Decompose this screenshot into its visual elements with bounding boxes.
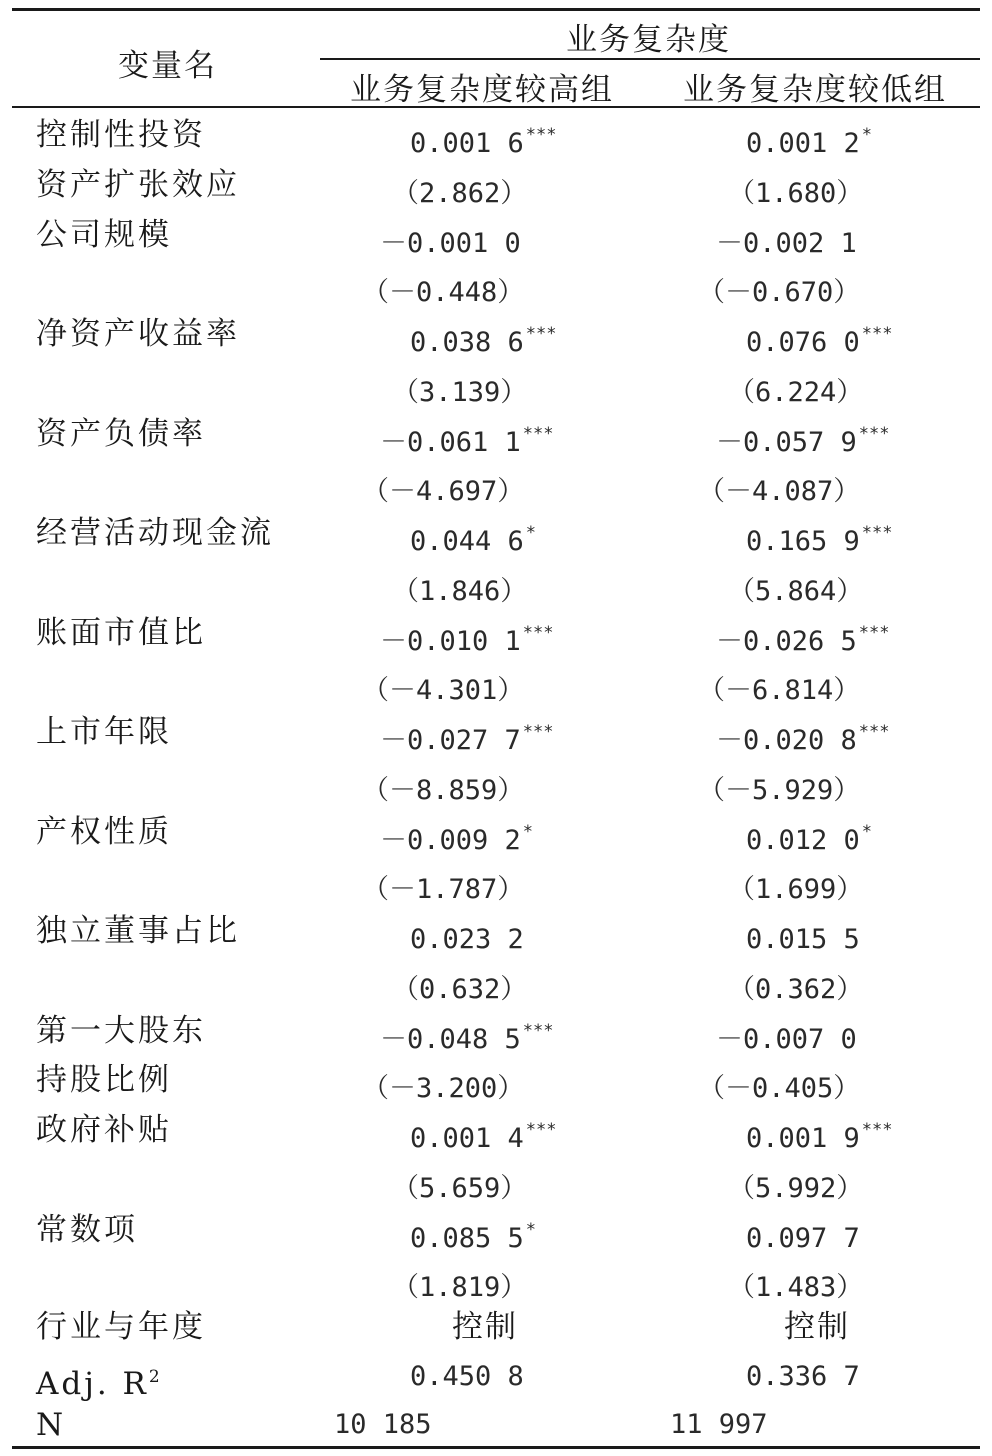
significance-stars: ***: [861, 324, 893, 344]
table-row: [0, 110, 992, 160]
row-label: 控制性投资: [36, 117, 206, 153]
table-row: [0, 1055, 992, 1105]
cell-value: （1.819）: [392, 1272, 528, 1303]
cell-value: 0.001 6: [410, 128, 524, 159]
significance-stars: ***: [525, 125, 557, 145]
cell-value: （5.864）: [728, 576, 864, 607]
top-rule: [12, 8, 980, 11]
cell-value: 0.165 9: [746, 526, 860, 557]
row-label: 常数项: [36, 1212, 138, 1248]
significance-stars: ***: [522, 424, 554, 444]
row-label: 经营活动现金流: [36, 515, 274, 551]
cell-value: （－5.929）: [698, 775, 861, 806]
table-row: [0, 657, 992, 707]
cell-low-group: 控制: [784, 1309, 850, 1345]
cell-value: （1.846）: [392, 576, 528, 607]
header-high-group: 业务复杂度较高组: [350, 72, 614, 108]
cell-value: 0.023 2: [410, 924, 524, 955]
table-row: [0, 956, 992, 1006]
table-row: [0, 1006, 992, 1056]
table-row: [0, 210, 992, 260]
significance-stars: *: [861, 822, 873, 842]
row-label: 净资产收益率: [36, 316, 240, 352]
significance-stars: ***: [525, 324, 557, 344]
cell-value: －0.048 5: [380, 1024, 521, 1055]
significance-stars: ***: [858, 424, 890, 444]
cell-value: 0.044 6: [410, 526, 524, 557]
cell-value: －0.001 0: [380, 228, 521, 259]
significance-stars: *: [525, 523, 537, 543]
table-row: [0, 1155, 992, 1205]
cell-value: （－4.697）: [362, 476, 525, 507]
significance-stars: ***: [858, 722, 890, 742]
row-label-text: Adj. R: [36, 1366, 149, 1402]
significance-stars: ***: [525, 1120, 557, 1140]
cell-value: （－4.301）: [362, 675, 525, 706]
cell-high-group: 0.450 8: [410, 1361, 524, 1392]
cell-value: （2.862）: [392, 178, 528, 209]
row-label: 公司规模: [36, 217, 172, 253]
table-row: [0, 458, 992, 508]
significance-stars: ***: [522, 1021, 554, 1041]
header-variable-name: 变量名: [118, 48, 217, 84]
cell-value: （3.139）: [392, 377, 528, 408]
cell-value: 0.097 7: [746, 1223, 860, 1254]
significance-stars: ***: [861, 1120, 893, 1140]
row-label: N: [36, 1407, 67, 1443]
cell-value: －0.061 1: [380, 427, 521, 458]
table-row: [0, 707, 992, 757]
cell-value: 0.012 0: [746, 825, 860, 856]
cell-value: （0.362）: [728, 974, 864, 1005]
row-label: 政府补贴: [36, 1112, 172, 1148]
cell-value: 0.015 5: [746, 924, 860, 955]
cell-value: （－0.670）: [698, 277, 861, 308]
table-row-industry-year: [0, 1302, 992, 1352]
significance-stars: *: [861, 125, 873, 145]
table-row: [0, 608, 992, 658]
cell-value: （－3.200）: [362, 1073, 525, 1104]
row-label: 第一大股东: [36, 1013, 206, 1049]
row-label: 账面市值比: [36, 615, 206, 651]
table-row: [0, 508, 992, 558]
cell-value: －0.026 5: [716, 626, 857, 657]
cell-value: （1.680）: [728, 178, 864, 209]
significance-stars: ***: [522, 722, 554, 742]
cell-value: －0.002 1: [716, 228, 857, 259]
row-label: 独立董事占比: [36, 913, 240, 949]
table-row: [0, 807, 992, 857]
row-label: 行业与年度: [36, 1309, 206, 1345]
cell-value: －0.009 2: [380, 825, 521, 856]
table-row: [0, 1105, 992, 1155]
table-row: [0, 309, 992, 359]
cell-low-group: 0.336 7: [746, 1361, 860, 1392]
cell-low-group: 11 997: [670, 1409, 768, 1440]
cell-value: （1.483）: [728, 1272, 864, 1303]
cell-value: 0.076 0: [746, 327, 860, 358]
cell-value: （－6.814）: [698, 675, 861, 706]
cell-value: －0.010 1: [380, 626, 521, 657]
cell-value: （－0.448）: [362, 277, 525, 308]
cell-value: （－8.859）: [362, 775, 525, 806]
cell-value: 0.001 4: [410, 1123, 524, 1154]
row-label: 资产负债率: [36, 416, 206, 452]
header-low-group: 业务复杂度较低组: [683, 72, 947, 108]
row-label: 持股比例: [36, 1062, 172, 1098]
table-row: [0, 1254, 992, 1304]
significance-stars: ***: [522, 623, 554, 643]
cell-high-group: 10 185: [334, 1409, 432, 1440]
cell-value: －0.027 7: [380, 725, 521, 756]
table-row: [0, 757, 992, 807]
cell-value: （－1.787）: [362, 874, 525, 905]
row-label: 上市年限: [36, 714, 172, 750]
table-row: [0, 558, 992, 608]
significance-stars: ***: [858, 623, 890, 643]
cell-value: （－4.087）: [698, 476, 861, 507]
cell-value: （5.992）: [728, 1173, 864, 1204]
table-row: [0, 856, 992, 906]
cell-value: －0.020 8: [716, 725, 857, 756]
cell-value: （1.699）: [728, 874, 864, 905]
table-row: [0, 359, 992, 409]
significance-stars: *: [525, 1220, 537, 1240]
cell-high-group: 控制: [452, 1309, 518, 1345]
cell-value: （0.632）: [392, 974, 528, 1005]
header-group-title: 业务复杂度: [566, 22, 731, 58]
cell-value: （－0.405）: [698, 1073, 861, 1104]
table-row: [0, 1205, 992, 1255]
row-label: 资产扩张效应: [36, 167, 240, 203]
cell-value: （6.224）: [728, 377, 864, 408]
cell-value: 0.001 9: [746, 1123, 860, 1154]
table-row: [0, 160, 992, 210]
cell-value: －0.057 9: [716, 427, 857, 458]
cell-value: 0.001 2: [746, 128, 860, 159]
table-row: [0, 906, 992, 956]
table-row: [0, 259, 992, 309]
superscript: 2: [148, 1367, 163, 1387]
table-row: [0, 409, 992, 459]
significance-stars: ***: [861, 523, 893, 543]
cell-value: 0.038 6: [410, 327, 524, 358]
significance-stars: *: [522, 822, 534, 842]
cell-value: （5.659）: [392, 1173, 528, 1204]
table-row-n: [0, 1400, 992, 1450]
row-label: 产权性质: [36, 814, 172, 850]
table-row-adj-r2: [0, 1352, 992, 1402]
cell-value: －0.007 0: [716, 1024, 857, 1055]
bottom-rule: [12, 1446, 980, 1449]
cell-value: 0.085 5: [410, 1223, 524, 1254]
